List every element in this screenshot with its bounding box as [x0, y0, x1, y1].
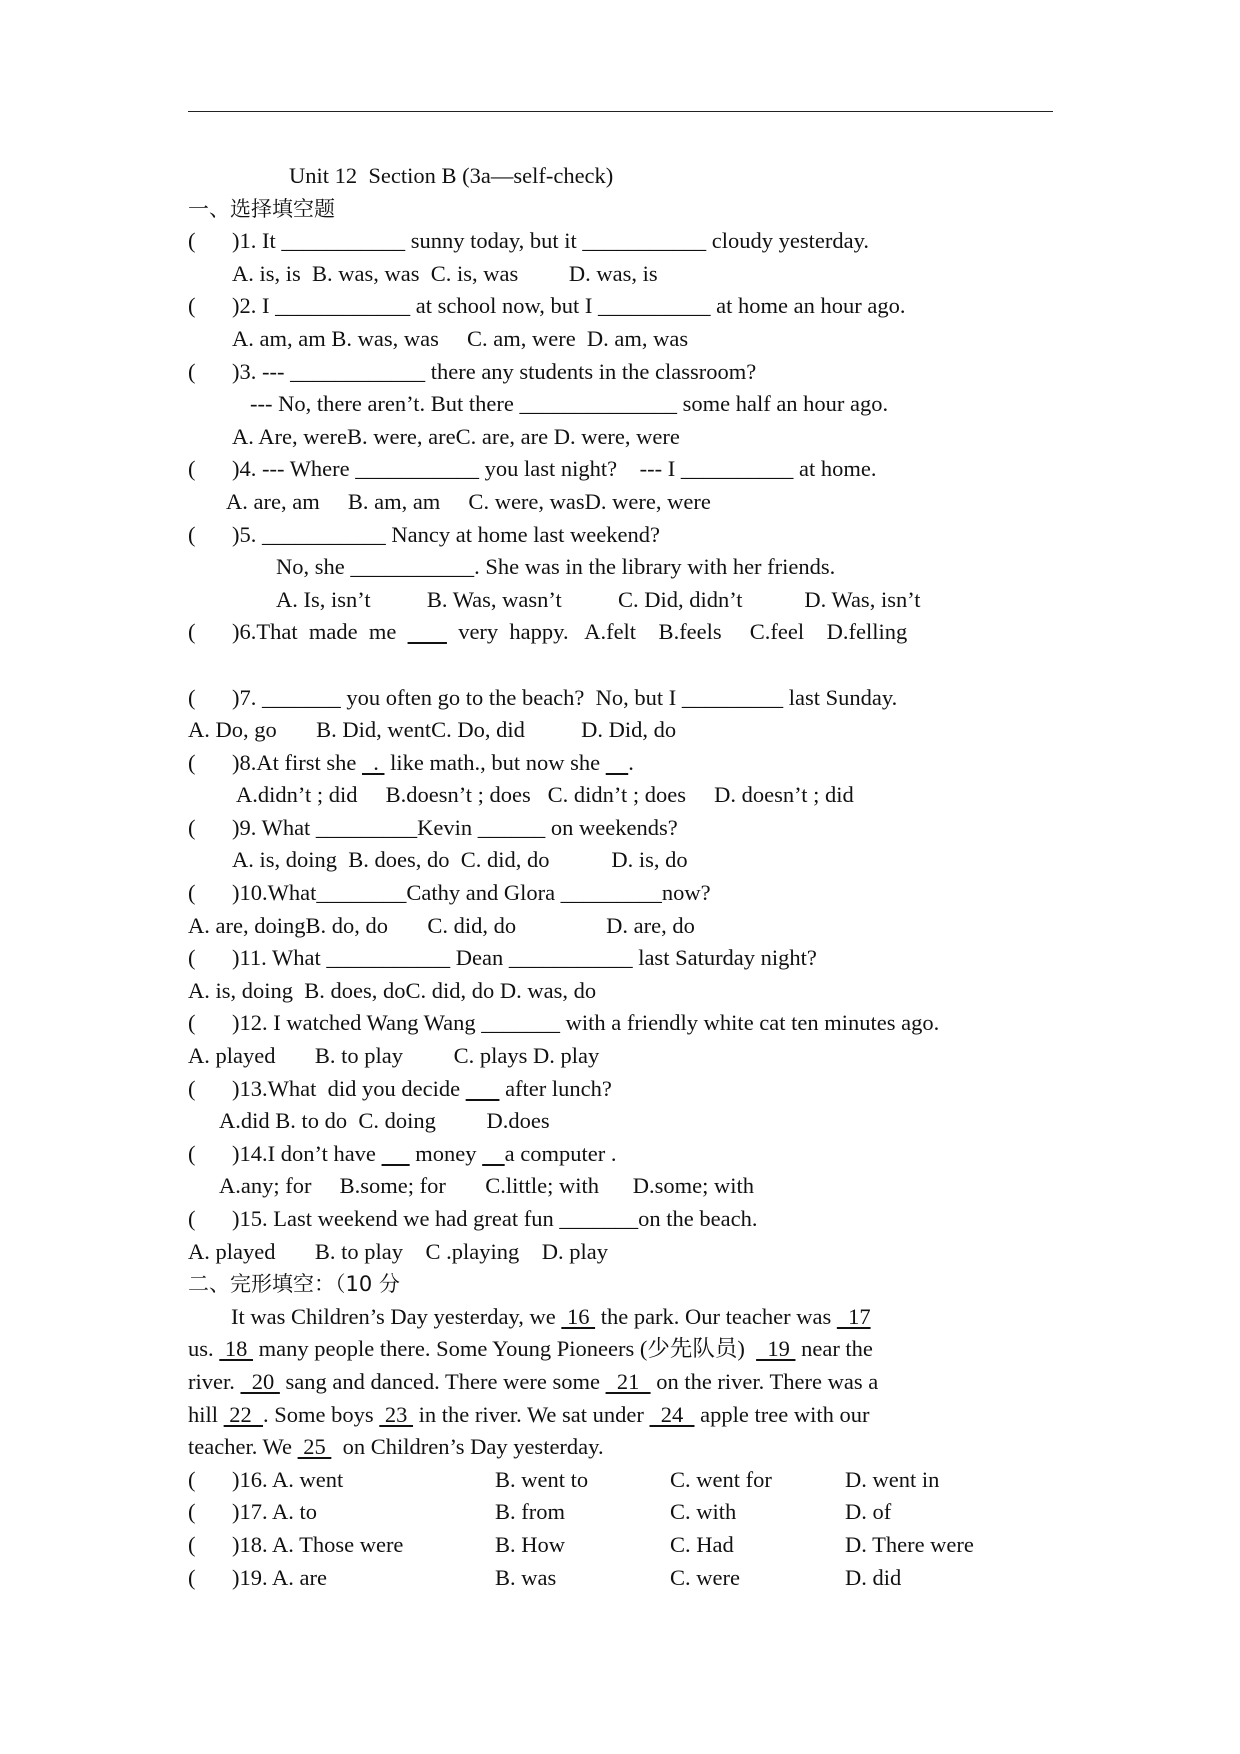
question-9	[188, 812, 1088, 845]
passage-text: river.	[188, 1368, 241, 1394]
passage-text: on the river. There was a	[650, 1368, 879, 1394]
question-5	[188, 519, 1088, 552]
passage-text: apple tree with our	[694, 1401, 870, 1427]
cloze-question-18	[188, 1529, 1088, 1562]
passage-text: It was Children’s Day yesterday, we	[231, 1303, 562, 1329]
answer-paren[interactable]: (	[188, 814, 196, 840]
question-1	[188, 225, 1088, 258]
cloze-passage-line-3	[188, 1366, 1088, 1399]
question-8	[188, 747, 1088, 780]
question-stem: )13.What did you decide	[232, 1075, 466, 1101]
passage-text: on Children’s Day yesterday.	[331, 1434, 604, 1460]
option-c: C. went for	[670, 1466, 772, 1492]
question-stem: )6.That made me	[232, 619, 408, 645]
question-stem: )8.At first she	[232, 749, 362, 775]
section-1-heading: 一、选择填空题	[188, 196, 335, 221]
passage-text: many people there. Some Young Pioneers (少先队员)	[253, 1336, 757, 1362]
answer-paren[interactable]: (	[188, 1010, 196, 1036]
option-d: D. of	[845, 1499, 892, 1525]
question-9-options: A. is, doing B. does, do C. did, do D. is, do	[232, 847, 688, 873]
question-stem-mid: like math., but now she	[384, 749, 606, 775]
passage-text: the park. Our teacher was	[595, 1303, 837, 1329]
answer-blank[interactable]	[606, 750, 629, 775]
cloze-passage-line-5	[188, 1431, 1088, 1464]
question-stem: )9. What _________Kevin ______ on weekends?	[232, 814, 678, 840]
answer-paren[interactable]: (	[188, 521, 196, 547]
answer-blank[interactable]	[466, 1076, 500, 1101]
question-15-options: A. played B. to play C .playing D. play	[188, 1238, 608, 1264]
option-b: B. went to	[495, 1466, 589, 1492]
passage-text: . Some boys	[263, 1401, 380, 1427]
cloze-blank-21[interactable]: 21	[605, 1368, 651, 1394]
question-stem-rest: very happy. A.felt B.feels C.feel D.felling	[446, 619, 908, 645]
worksheet	[188, 160, 1088, 1594]
cloze-passage-line-4	[188, 1399, 1088, 1432]
worksheet-title: Unit 12 Section B (3a—self-check)	[289, 163, 614, 188]
answer-paren[interactable]: (	[188, 880, 196, 906]
question-10-options: A. are, doingB. do, do C. did, do D. are, do	[188, 912, 695, 938]
question-3-options: A. Are, wereB. were, areC. are, are D. were, were	[232, 423, 680, 449]
option-c: C. were	[670, 1564, 740, 1590]
answer-paren[interactable]: (	[188, 749, 196, 775]
cloze-passage-line-1	[188, 1301, 1088, 1334]
question-stem: )4. --- Where ___________ you last night? --- I __________ at home.	[232, 456, 877, 482]
answer-paren[interactable]: (	[188, 358, 196, 384]
question-11	[188, 942, 1088, 975]
question-1-options: A. is, is B. was, was C. is, was D. was, is	[232, 260, 658, 286]
cloze-blank-24[interactable]: 24	[649, 1401, 695, 1427]
question-stem-rest: after lunch?	[499, 1075, 612, 1101]
option-a: )16. A. went	[232, 1466, 344, 1492]
answer-blank[interactable]: .	[361, 749, 385, 775]
cloze-blank-23[interactable]: 23	[379, 1401, 414, 1427]
answer-paren[interactable]: (	[188, 1466, 196, 1492]
option-d: D. There were	[845, 1531, 974, 1557]
question-stem: )5. ___________ Nancy at home last weekend?	[232, 521, 661, 547]
answer-paren[interactable]: (	[188, 1499, 196, 1525]
answer-paren[interactable]: (	[188, 1140, 196, 1166]
question-13-options: A.did B. to do C. doing D.does	[219, 1108, 550, 1134]
passage-text: in the river. We sat under	[413, 1401, 650, 1427]
answer-paren[interactable]: (	[188, 945, 196, 971]
question-4-options: A. are, am B. am, am C. were, wasD. were, were	[226, 488, 711, 514]
answer-paren[interactable]: (	[188, 1075, 196, 1101]
question-11-options: A. is, doing B. does, doC. did, do D. was, do	[188, 977, 597, 1003]
question-6	[188, 616, 1088, 649]
question-stem: )3. --- ____________ there any students in the classroom?	[232, 358, 757, 384]
cloze-blank-16[interactable]: 16	[561, 1303, 596, 1329]
passage-text: near the	[795, 1336, 873, 1362]
cloze-question-16	[188, 1464, 1088, 1497]
cloze-blank-17[interactable]: 17	[836, 1303, 871, 1329]
question-15	[188, 1203, 1088, 1236]
question-stem-rest: .	[628, 749, 634, 775]
option-b: B. from	[495, 1499, 565, 1525]
question-2-options: A. am, am B. was, was C. am, were D. am, was	[232, 325, 689, 351]
question-13	[188, 1073, 1088, 1106]
cloze-blank-20[interactable]: 20	[240, 1368, 280, 1394]
question-stem: )1. It ___________ sunny today, but it ___________ cloudy yesterday.	[232, 228, 870, 254]
option-d: D. did	[845, 1564, 902, 1590]
option-d: D. went in	[845, 1466, 940, 1492]
header-rule	[188, 111, 1053, 112]
answer-paren[interactable]: (	[188, 1564, 196, 1590]
question-5-line2: No, she ___________. She was in the library with her friends.	[276, 554, 836, 580]
question-2	[188, 290, 1088, 323]
option-a: )19. A. are	[232, 1564, 327, 1590]
answer-blank[interactable]	[408, 619, 447, 644]
option-b: B. was	[495, 1564, 557, 1590]
question-12	[188, 1007, 1088, 1040]
question-14-options: A.any; for B.some; for C.little; with D.some; with	[219, 1173, 754, 1199]
answer-paren[interactable]: (	[188, 1531, 196, 1557]
option-c: C. with	[670, 1499, 737, 1525]
cloze-passage-line-2	[188, 1333, 1088, 1366]
cloze-question-19	[188, 1562, 1088, 1595]
question-5-options: A. Is, isn’t B. Was, wasn’t C. Did, didn’t D. Was, isn’t	[276, 586, 921, 612]
question-10	[188, 877, 1088, 910]
question-7	[188, 682, 1088, 715]
question-12-options: A. played B. to play C. plays D. play	[188, 1043, 600, 1069]
question-stem: )7. _______ you often go to the beach? No, but I _________ last Sunday.	[232, 684, 898, 710]
option-a: )18. A. Those were	[232, 1531, 404, 1557]
question-stem: )15. Last weekend we had great fun _______on the beach.	[232, 1206, 758, 1231]
option-a: )17. A. to	[232, 1499, 318, 1525]
passage-text: sang and danced. There were some	[279, 1368, 606, 1394]
passage-text: hill	[188, 1401, 224, 1427]
cloze-blank-18[interactable]: 18	[219, 1336, 254, 1362]
cloze-blank-22[interactable]: 22	[223, 1401, 264, 1427]
answer-paren[interactable]: (	[188, 293, 196, 319]
question-stem: )10.What________Cathy and Glora _________now?	[232, 880, 711, 906]
answer-paren[interactable]: (	[188, 619, 196, 645]
question-7-options: A. Do, go B. Did, wentC. Do, did D. Did, do	[188, 717, 677, 743]
question-3-line2: --- No, there aren’t. But there ______________ some half an hour ago.	[250, 391, 889, 417]
section-2-heading: 二、完形填空：（10 分	[188, 1272, 400, 1297]
option-c: C. Had	[670, 1531, 734, 1557]
question-stem: )11. What ___________ Dean ___________ last Saturday night?	[232, 945, 817, 971]
question-8-options: A.didn’t ; did B.doesn’t ; does C. didn’t ; does D. doesn’t ; did	[236, 782, 854, 808]
question-stem-rest: a computer .	[504, 1140, 617, 1166]
question-stem: )2. I ____________ at school now, but I __________ at home an hour ago.	[232, 293, 906, 319]
answer-paren[interactable]: (	[188, 684, 196, 710]
question-4	[188, 453, 1088, 486]
cloze-blank-25[interactable]: 25	[297, 1434, 332, 1460]
cloze-question-17	[188, 1496, 1088, 1529]
answer-blank[interactable]	[382, 1141, 410, 1166]
answer-blank[interactable]	[482, 1141, 505, 1166]
question-14	[188, 1138, 1088, 1171]
answer-paren[interactable]: (	[188, 1206, 196, 1231]
answer-paren[interactable]: (	[188, 228, 196, 254]
passage-text: us.	[188, 1336, 220, 1362]
question-stem: )12. I watched Wang Wang _______ with a friendly white cat ten minutes ago.	[232, 1010, 940, 1036]
question-3	[188, 356, 1088, 389]
option-b: B. How	[495, 1531, 566, 1557]
answer-paren[interactable]: (	[188, 456, 196, 482]
question-stem-mid: money	[409, 1140, 483, 1166]
question-stem: )14.I don’t have	[232, 1140, 382, 1166]
cloze-blank-19[interactable]: 19	[756, 1336, 796, 1362]
passage-text: teacher. We	[188, 1434, 298, 1460]
spacer	[188, 649, 1088, 682]
